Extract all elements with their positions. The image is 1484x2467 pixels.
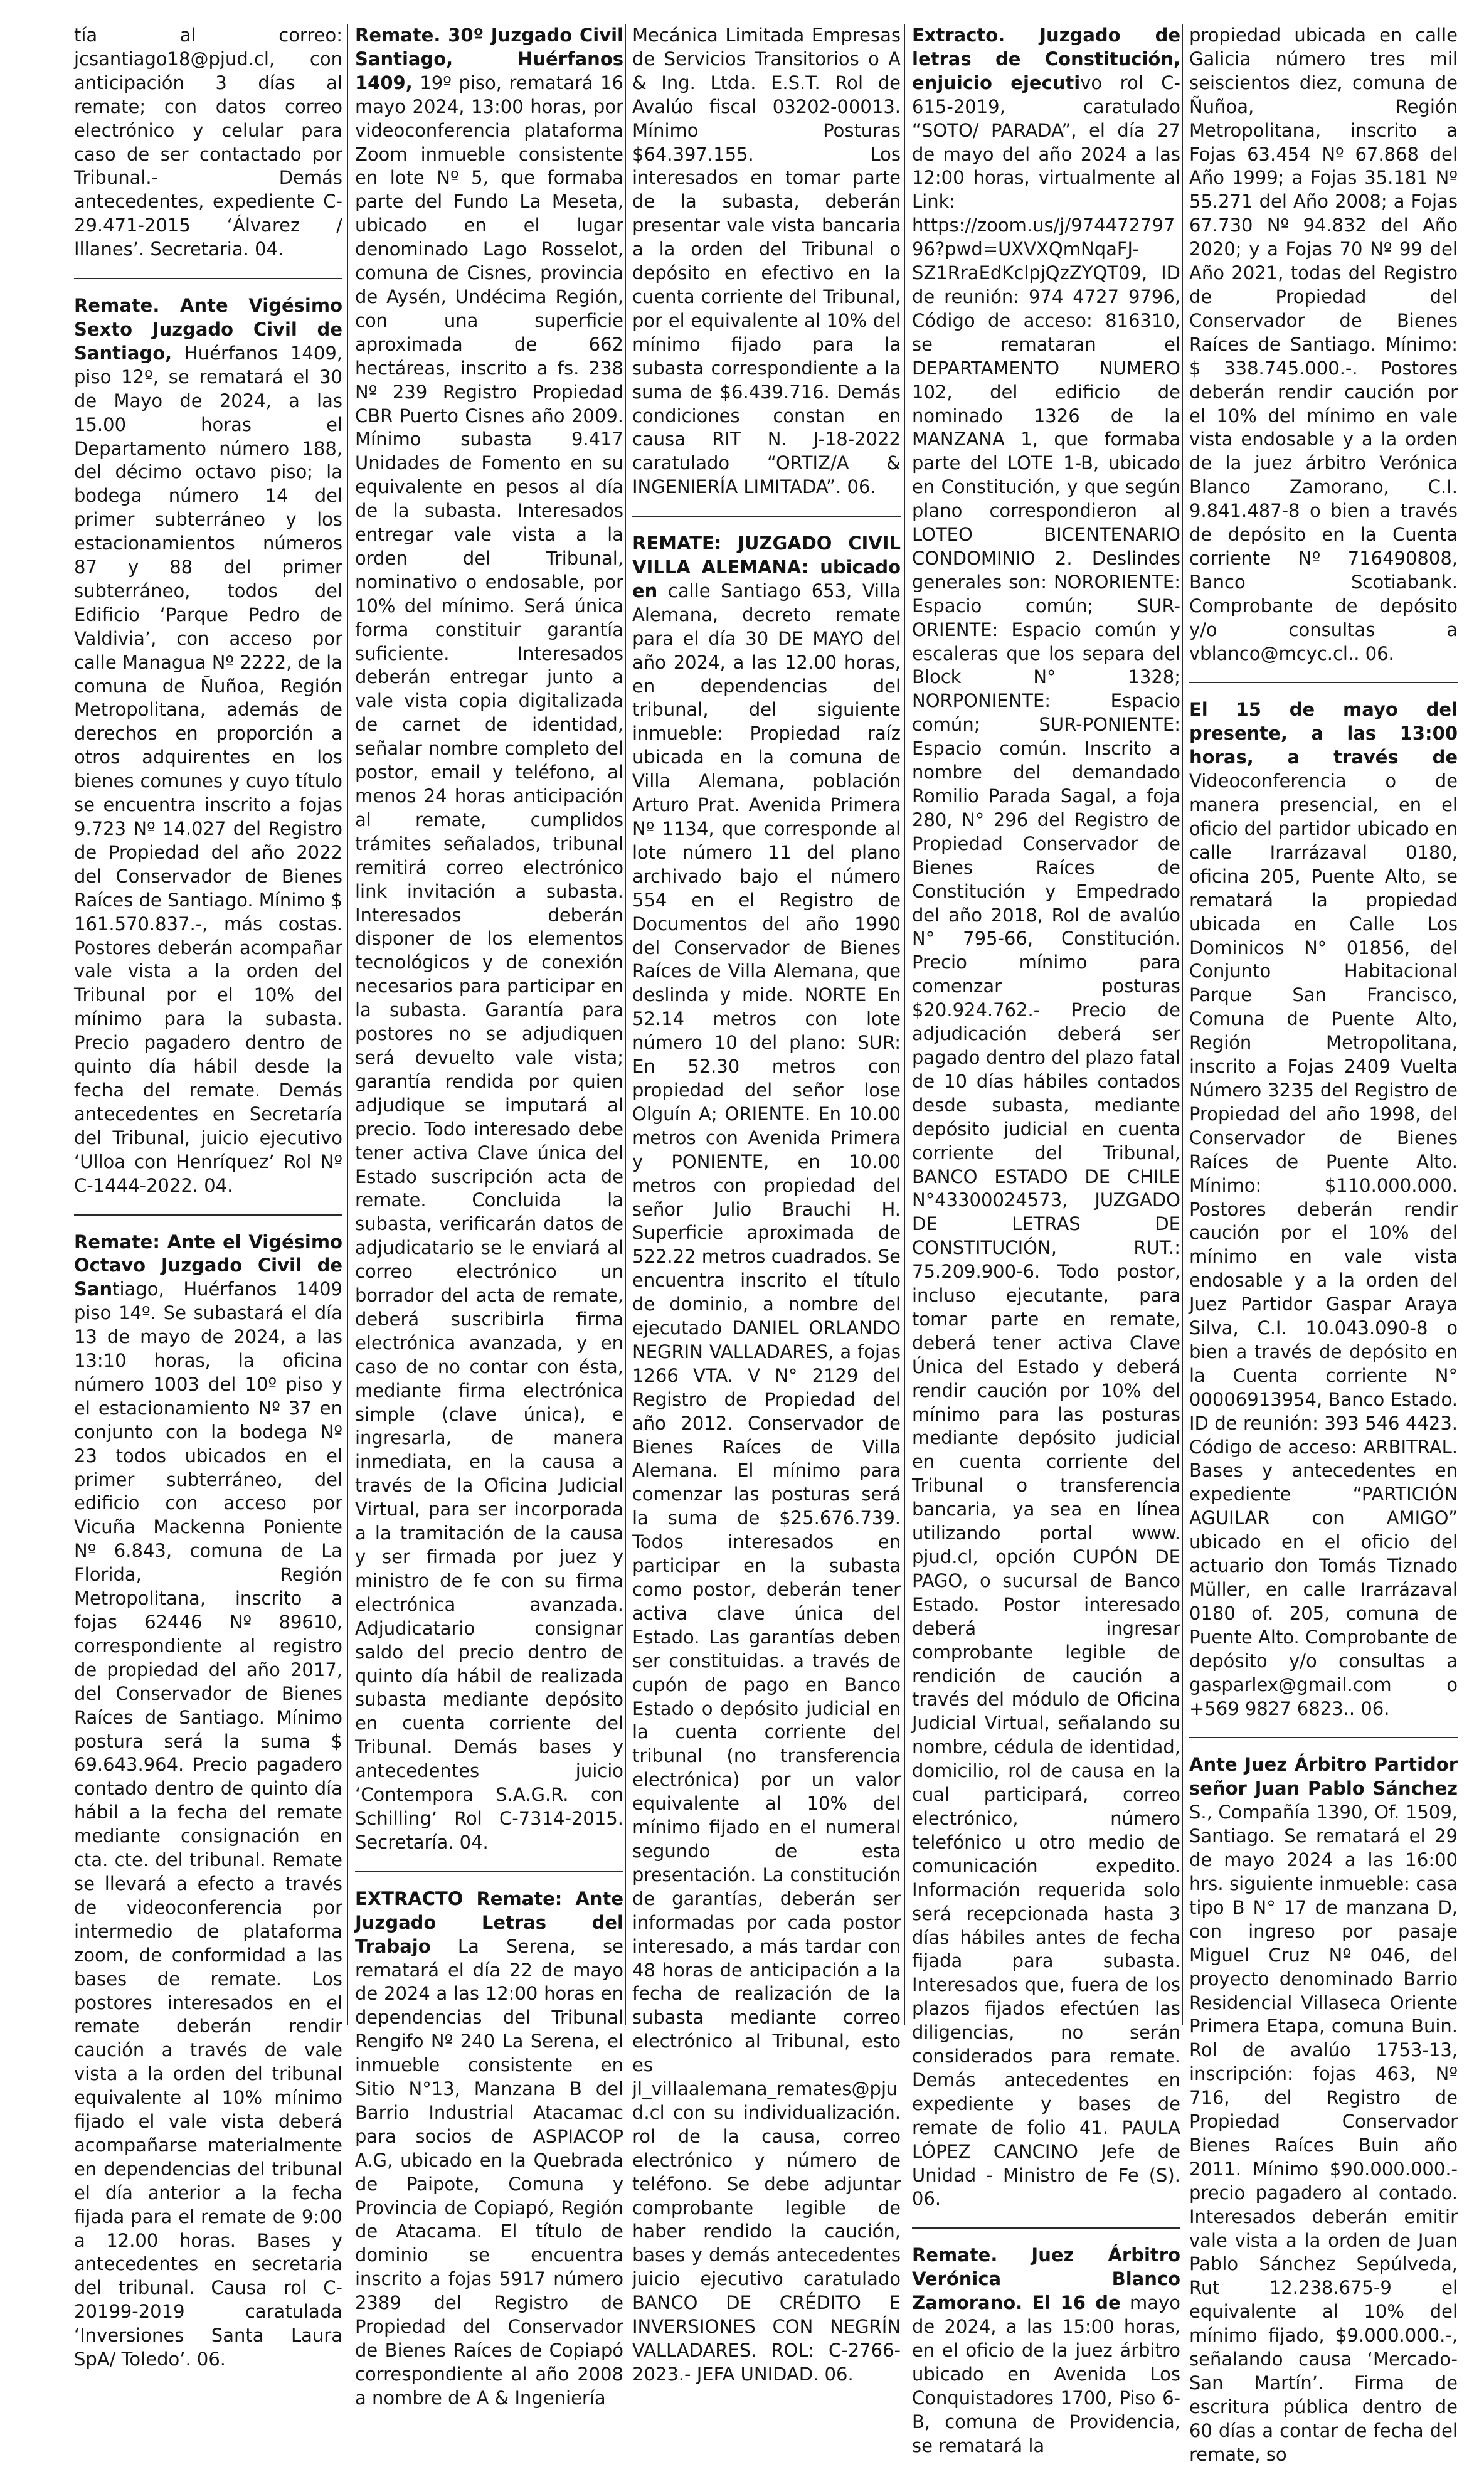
notice-heading: Remate. Juez Árbitro Verónica Blanco Zamorano. El 16 de: [912, 2244, 1180, 2314]
auction-notice: [632, 532, 901, 2387]
auction-notice: [74, 1231, 342, 2372]
notice-separator: [632, 516, 901, 517]
notice-body: vo rol C-615-2019, caratulado “SOTO/ PARADA”, el día 27 de mayo del año 2024 a las 12:00 horas, virtualmente al Link: https://zoom.us/j/97447279796?pwd=UXVXQmNqaFJ-SZ1RraEdKclpjQzZYQT09, ID de reunión: 974 4727 9796, Código de acceso: 816310, se remataran el DEPARTAMENTO NUMERO 102, del edificio de nominado 1326 de la MANZANA 1, que formaba parte del LOTE 1-B, ubicado en Constitución, y que según plano correspondieron al LOTEO BICENTENARIO CONDOMINIO 2. Deslindes generales son: NORORIENTE: Espacio común; SUR-ORIENTE: Espacio común y escaleras que los separa del Block N° 1328; NORPONIENTE: Espacio común; SUR-PONIENTE: Espacio común. Inscrito a nombre del demandado Romilio Parada Sagal, a foja 280, N° 296 del Registro de Propiedad Conservador de Bienes Raíces de Constitución y Empedrado del año 2018, Rol de avalúo N° 795-66, Constitución. Precio mínimo para comenzar posturas $20.924.762.- Precio de adjudicación deberá ser pagado dentro del plazo fatal de 10 días hábiles contados desde subasta, mediante depósito judicial en cuenta corriente del Tribunal, BANCO ESTADO DE CHILE N°43300024573, JUZGADO DE LETRAS DE CONSTITUCIÓN, RUT.: 75.209.900-6. Todo postor, incluso ejecutante, para tomar parte en remate, deberá tener activa Clave Única del Estado y deberá rendir caución por 10% del mínimo para las posturas mediante depósito judicial en cuenta corriente del Tribunal o transferencia bancaria, ya sea en línea utilizando portal www. pjud.cl, opción CUPÓN DE PAGO, o sucursal de Banco Estado. Postor interesado deberá ingresar comprobante legible de rendición de caución a través del módulo de Oficina Judicial Virtual, señalando su nombre, cédula de identidad, domicilio, rol de causa en la cual participará, correo electrónico, número telefónico u otro medio de comunicación expedito. Información requerida solo será recepcionada hasta 3 días hábiles antes de fecha fijada para subasta. Interesados que, fuera de los plazos fijados efectúen las diligencias, no serán considerados para remate. Demás antecedentes en expediente y bases de remate de folio 41. PAULA LÓPEZ CANCINO Jefe de Unidad - Ministro de Fe (S). 06.: [912, 72, 1180, 2210]
notice-separator: [74, 1214, 342, 1216]
notice-body: 19º piso, rematará 16 mayo 2024, 13:00 horas, por videoconferencia plataforma Zoom inmueble consistente en lote Nº 5, que formaba parte del Fundo La Meseta, ubicado en el lugar denominado Lago Rosselot, comuna de Cisnes, provincia de Aysén, Undécima Región, con una superficie aproximada de 662 hectáreas, inscrito a fs. 238 Nº 239 Registro Propiedad CBR Puerto Cisnes año 2009. Mínimo subasta 9.417 Unidades de Fomento en su equivalente en pesos al día de la subasta. Interesados entregar vale vista a la orden del Tribunal, nominativo o endosable, por 10% del mínimo. Será única forma constituir garantía suficiente. Interesados deberán entregar junto a vale vista copia digitalizada de carnet de identidad, señalar nombre completo del postor, email y teléfono, al menos 24 horas anticipación al remate, cumplidos trámites señalados, tribunal remitirá correo electrónico link invitación a subasta. Interesados deberán disponer de los elementos tecnológicos y de conexión necesarios para participar en la subasta. Garantía para postores no se adjudiquen será devuelto vale vista; garantía rendida por quien adjudique se imputará al precio. Todo interesado debe tener activa Clave única del Estado suscripción acta de remate. Concluida la subasta, verificarán datos de adjudicatario se le enviará al correo electrónico un borrador del acta de remate, deberá suscribirla firma electrónica avanzada, y en caso de no contar con ésta, mediante firma electrónica simple (clave única), e ingresarla, de manera inmediata, en la causa a través de la Oficina Judicial Virtual, para ser incorporada a la tramitación de la causa y ser firmada por juez y ministro de fe con su firma electrónica avanzada. Adjudicatario consignar saldo del precio dentro de quinto día hábil de realizada subasta mediante depósito en cuenta corriente del Tribunal. Demás bases y antecedentes juicio ‘Contempora S.A.G.R. con Schilling’ Rol C-7314-2015. Secretaría. 04.: [355, 72, 623, 1853]
notice-heading: EXTRACTO Remate: Ante Juzgado Letras del Trabajo: [355, 1887, 623, 1957]
auction-notice: [1189, 698, 1458, 1721]
column-rule: [347, 24, 348, 2025]
auction-notice: [912, 24, 1180, 2211]
column-5: [1189, 24, 1458, 2465]
column-2: [355, 24, 623, 2409]
auction-notice: [632, 24, 901, 499]
notice-body: Huérfanos 1409, piso 12º, se rematará el 30 de Mayo de 2024, a las 15.00 horas el Departamento número 188, del décimo octavo piso; la bodega número 14 del primer subterráneo y los estacionamientos números 87 y 88 del primer subterráneo, todos del Edificio ‘Parque Pedro de Valdivia’, con acceso por calle Managua Nº 2222, de la comuna de Ñuñoa, Región Metropolitana, además de derechos en proporción a otros adquirentes en los bienes comunes y cuyo título se encuentra inscrito a fojas 9.723 Nº 14.027 del Registro de Propiedad del año 2022 del Conservador de Bienes Raíces de Santiago. Mínimo $ 161.570.837.-, más costas. Postores deberán acompañar vale vista a la orden del Tribunal por el 10% del mínimo para la subasta. Precio pagadero dentro de quinto día hábil desde la fecha del remate. Demás antecedentes en Secretaría del Tribunal, juicio ejecutivo ‘Ulloa con Henríquez’ Rol Nº C-1444-2022. 04.: [74, 342, 342, 1196]
notice-body: Videoconferencia o de manera presencial, en el oficio del partidor ubicado en calle Irarrázaval 0180, oficina 205, Puente Alto, se rematará la propiedad ubicada en Calle Los Dominicos N° 01856, del Conjunto Habitacional Parque San Francisco, Comuna de Puente Alto, Región Metropolitana, inscrito a Fojas 2409 Vuelta Número 3235 del Registro de Propiedad del año 1998, del Conservador de Bienes Raíces de Puente Alto. Mínimo: $110.000.000. Postores deberán rendir caución por el 10% del mínimo en vale vista endosable y a la orden del Juez Partidor Gaspar Araya Silva, C.I. 10.043.090-8 o bien a través de depósito en la Cuenta corriente N° 00006913954, Banco Estado. ID de reunión: 393 546 4423. Código de acceso: ARBITRAL. Bases y antecedentes en expediente “PARTICIÓN AGUILAR con AMIGO” ubicado en el oficio del actuario don Tomás Tiznado Müller, en calle Irarrázaval 0180 of. 205, comuna de Puente Alto. Comprobante de depósito y/o consultas a gasparlex@gmail.com o +569 9827 6823.. 06.: [1189, 770, 1458, 1719]
notice-body: La Serena, se rematará el día 22 de mayo de 2024 a las 12:00 horas en dependencias del Tribunal Rengifo Nº 240 La Serena, el inmueble consistente en Sitio N°13, Manzana B del Barrio Industrial Atacamac para socios de ASPIACOP A.G, ubicado en la Quebrada de Paipote, Comuna y Provincia de Copiapó, Región de Atacama. El título de dominio se encuentra inscrito a fojas 5917 número 2389 del Registro de Propiedad del Conservador de Bienes Raíces de Copiapó correspondiente al año 2008 a nombre de A & Ingeniería: [355, 1935, 623, 2409]
notice-separator: [1189, 682, 1458, 683]
notice-heading: Extracto. Juzgado de letras de Constitución, enjuicio ejecuti: [912, 24, 1180, 93]
auction-notice: [1189, 24, 1458, 666]
notice-body: calle Santiago 653, Villa Alemana, decreto remate para el día 30 DE MAYO del año 2024, a las 12.00 horas, en dependencias del tribunal, del siguiente inmueble: Propiedad raíz ubicada en la comuna de Villa Alemana, población Arturo Prat. Avenida Primera Nº 1134, que corresponde al lote número 11 del plano archivado bajo el número 554 en el Registro de Documentos del año 1990 del Conservador de Bienes Raíces de Villa Alemana, que deslinda y mide. NORTE En 52.14 metros con lote número 10 del plano: SUR: En 52.30 metros con propiedad del señor lose Olguín A; ORIENTE. En 10.00 metros con Avenida Primera y PONIENTE, en 10.00 metros con propiedad del señor Julio Brauchi H. Superficie aproximada de 522.22 metros cuadrados. Se encuentra inscrito el título de dominio, a nombre del ejecutado DANIEL ORLANDO NEGRIN VALLADARES, a fojas 1266 VTA. V N° 2129 del Registro de Propiedad del año 2012. Conservador de Bienes Raíces de Villa Alemana. El mínimo para comenzar las posturas será la suma de $25.676.739. Todos interesados en participar en la subasta como postor, deberán tener activa clave única del Estado. Las garantías deben ser constituidas. a través de cupón de pago en Banco Estado o depósito judicial en la cuenta corriente del tribunal (no transferencia electrónica) por un valor equivalente al 10% del mínimo fijado en el numeral segundo de esta presentación. La constitución de garantías, deberán ser informadas por cada postor interesado, a más tardar con 48 horas de anticipación a la fecha de realización de la subasta mediante correo electrónico al Tribunal, esto es jl_villaalemana_remates@pjud.cl con su individualización. rol de la causa, correo electrónico y número de teléfono. Se debe adjuntar comprobante legible de haber rendido la caución, bases y demás antecedentes juicio ejecutivo caratulado BANCO DE CRÉDITO E INVERSIONES CON NEGRÍN VALLADARES. ROL: C-2766-2023.- JEFA UNIDAD. 06.: [632, 580, 901, 2385]
notice-body: S., Compañía 1390, Of. 1509, Santiago. Se rematará el 29 de mayo 2024 a las 16:00 hrs. siguiente inmueble: casa tipo B N° 17 de manzana D, con ingreso por pasaje Miguel Cruz Nº 046, del proyecto denominado Barrio Residencial Villaseca Oriente Primera Etapa, comuna Buin. Rol de avalúo 1753-13, inscripción: fojas 463, Nº 716, del Registro de Propiedad Conservador Bienes Raíces Buin año 2011. Mínimo $90.000.000.- precio pagadero al contado. Interesados deberán emitir vale vista a la orden de Juan Pablo Sánchez Sepúlveda, Rut 12.238.675-9 el equivalente al 10% del mínimo fijado, $9.000.000.-, señalando causa ‘Mercado-San Martín’. Firma de escritura pública dentro de 60 días a contar de fecha del remate, so: [1189, 1801, 1458, 2465]
column-3: [632, 24, 901, 2385]
notice-body: mayo de 2024, a las 15:00 horas, en el oficio de la juez árbitro ubicado en Avenida Los Conquistadores 1700, Piso 6-B, comuna de Providencia, se rematará la: [912, 2292, 1180, 2456]
column-rule: [1182, 24, 1183, 2025]
notice-heading: Remate. Ante Vigésimo Sexto Juzgado Civil de Santiago,: [74, 295, 342, 364]
auction-notice: [74, 294, 342, 1197]
notice-heading: El 15 de mayo del presente, a las 13:00 horas, a través de: [1189, 699, 1458, 768]
column-rule: [625, 24, 626, 2025]
column-1: [74, 24, 342, 2370]
notice-body: propiedad ubicada en calle Galicia número tres mil seiscientos diez, comuna de Ñuñoa, Región Metropolitana, inscrito a Fojas 63.454 Nº 67.868 del Año 1999; a Fojas 35.181 Nº 55.271 del Año 2008; a Fojas 67.730 Nº 94.832 del Año 2020; y a Fojas 70 Nº 99 del Año 2021, todas del Registro de Propiedad del Conservador de Bienes Raíces de Santiago. Mínimo: $ 338.745.000.-. Postores deberán rendir caución por el 10% del mínimo en vale vista endosable y a la orden de la juez árbitro Verónica Blanco Zamorano, C.I. 9.841.487-8 o bien a través de depósito en la Cuenta corriente Nº 716490808, Banco Scotiabank. Comprobante de depósito y/o consultas a vblanco@mcyc.cl.. 06.: [1189, 24, 1458, 664]
auction-notice: [1189, 1753, 1458, 2466]
notice-heading: Remate. 30º Juzgado Civil Santiago, Huérfanos 1409,: [355, 24, 623, 93]
notice-body: Mecánica Limitada Empresas de Servicios Transitorios o A & Ing. Ltda. E.S.T. Rol de Avalúo fiscal 03202-00013. Mínimo Posturas $64.397.155. Los interesados en tomar parte de la subasta, deberán presentar vale vista bancaria a la orden del Tribunal o depósito en efectivo en la cuenta corriente del Tribunal, por el equivalente al 10% del mínimo fijado para la subasta correspondiente a la suma de $6.439.716. Demás condiciones constan en causa RIT N. J-18-2022 caratulado “ORTIZ/A & INGENIERÍA LIMITADA”. 06.: [632, 24, 901, 498]
notice-body: tía al correo: jcsantiago18@pjud.cl, con anticipación 3 días al remate; con datos correo electrónico y celular para caso de ser contactado por Tribunal.- Demás antecedentes, expediente C-29.471-2015 ‘Álvarez / Illanes’. Secretaria. 04.: [74, 24, 342, 260]
auction-notice: [912, 2244, 1180, 2458]
notice-separator: [1189, 1737, 1458, 1738]
column-4: [912, 24, 1180, 2456]
auction-notice: [355, 24, 623, 1855]
column-rule: [904, 24, 905, 2025]
notice-body: tiago, Huérfanos 1409 piso 14º. Se subastará el día 13 de mayo de 2024, a las 13:10 horas, la oficina número 1003 del 10º piso y el estacionamiento Nº 37 en conjunto con la bodega Nº 23 todos ubicados en el primer subterráneo, del edificio con acceso por Vicuña Mackenna Poniente Nº 6.843, comuna de La Florida, Región Metropolitana, inscrito a fojas 62446 Nº 89610, correspondiente al registro de propiedad del año 2017, del Conservador de Bienes Raíces de Santiago. Mínimo postura será la suma $ 69.643.964. Precio pagadero contado dentro de quinto día hábil a la fecha del remate mediante consignación en cta. cte. del tribunal. Remate se llevará a efecto a través de videoconferencia por intermedio de plataforma zoom, de conformidad a las bases de remate. Los postores interesados en el remate deberán rendir caución a través de vale vista a la orden del tribunal equivalente al 10% mínimo fijado el vale vista deberá acompañarse materialmente en dependencias del tribunal el día anterior a la fecha fijada para el remate de 9:00 a 12.00 horas. Bases y antecedentes en secretaria del tribunal. Causa rol C-20199-2019 caratulada ‘Inversiones Santa Laura SpA/ Toledo’. 06.: [74, 1278, 342, 2370]
auction-notice: [355, 1887, 623, 2411]
notice-heading: Remate: Ante el Vigésimo Octavo Juzgado Civil de San: [74, 1231, 342, 1300]
auction-notice: [74, 24, 342, 262]
notice-heading: REMATE: JUZGADO CIVIL VILLA ALEMANA: ubicado en: [632, 533, 901, 602]
notice-separator: [355, 1871, 623, 1872]
notice-separator: [912, 2227, 1180, 2229]
notice-heading: Ante Juez Árbitro Partidor señor Juan Pablo Sánchez: [1189, 1754, 1458, 1800]
notice-separator: [74, 278, 342, 279]
